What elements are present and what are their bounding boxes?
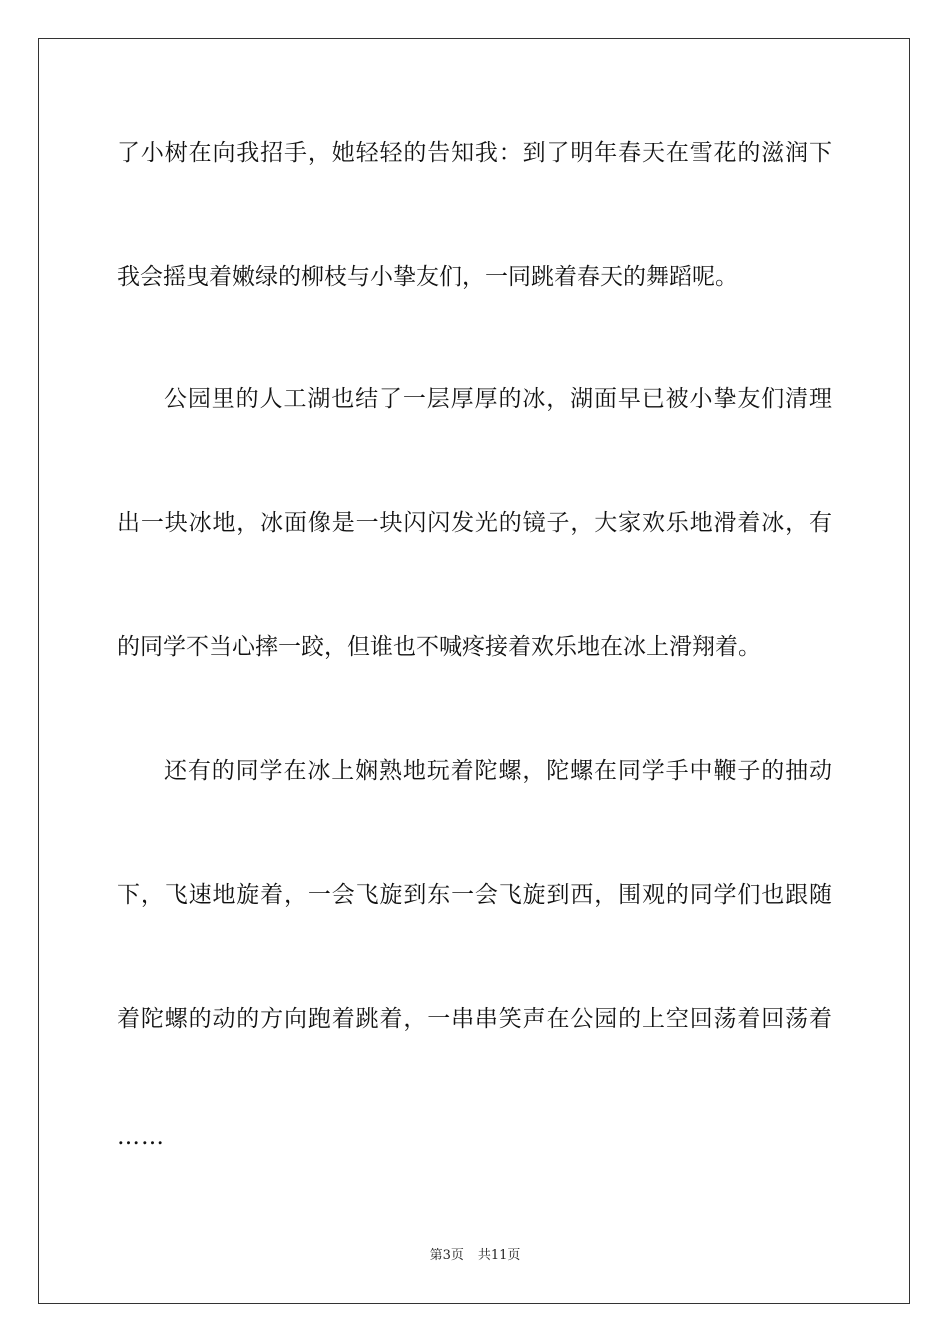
paragraph-line: 下，飞速地旋着，一会飞旋到东一会飞旋到西，围观的同学们也跟随 — [117, 882, 832, 908]
paragraph-line: 了小树在向我招手，她轻轻的告知我：到了明年春天在雪花的滋润下 — [117, 140, 832, 166]
page-footer — [0, 1247, 950, 1265]
page-total: 共11页 — [477, 1248, 521, 1263]
paragraph-line: 我会摇曳着嫩绿的柳枝与小挚友们，一同跳着春天的舞蹈呢。 — [117, 264, 738, 290]
paragraph-line: 公园里的人工湖也结了一层厚厚的冰，湖面早已被小挚友们清理 — [164, 386, 832, 412]
paragraph-line: 的同学不当心摔一跤，但谁也不喊疼接着欢乐地在冰上滑翔着。 — [117, 634, 761, 660]
ellipsis-line: …… — [117, 1124, 165, 1150]
paragraph-line: 还有的同学在冰上娴熟地玩着陀螺，陀螺在同学手中鞭子的抽动 — [164, 758, 832, 784]
page-border — [38, 38, 910, 1304]
paragraph-line: 着陀螺的动的方向跑着跳着，一串串笑声在公园的上空回荡着回荡着 — [117, 1006, 832, 1032]
paragraph-line: 出一块冰地，冰面像是一块闪闪发光的镜子，大家欢乐地滑着冰，有 — [117, 510, 832, 536]
page-number: 第3页 — [429, 1248, 464, 1263]
